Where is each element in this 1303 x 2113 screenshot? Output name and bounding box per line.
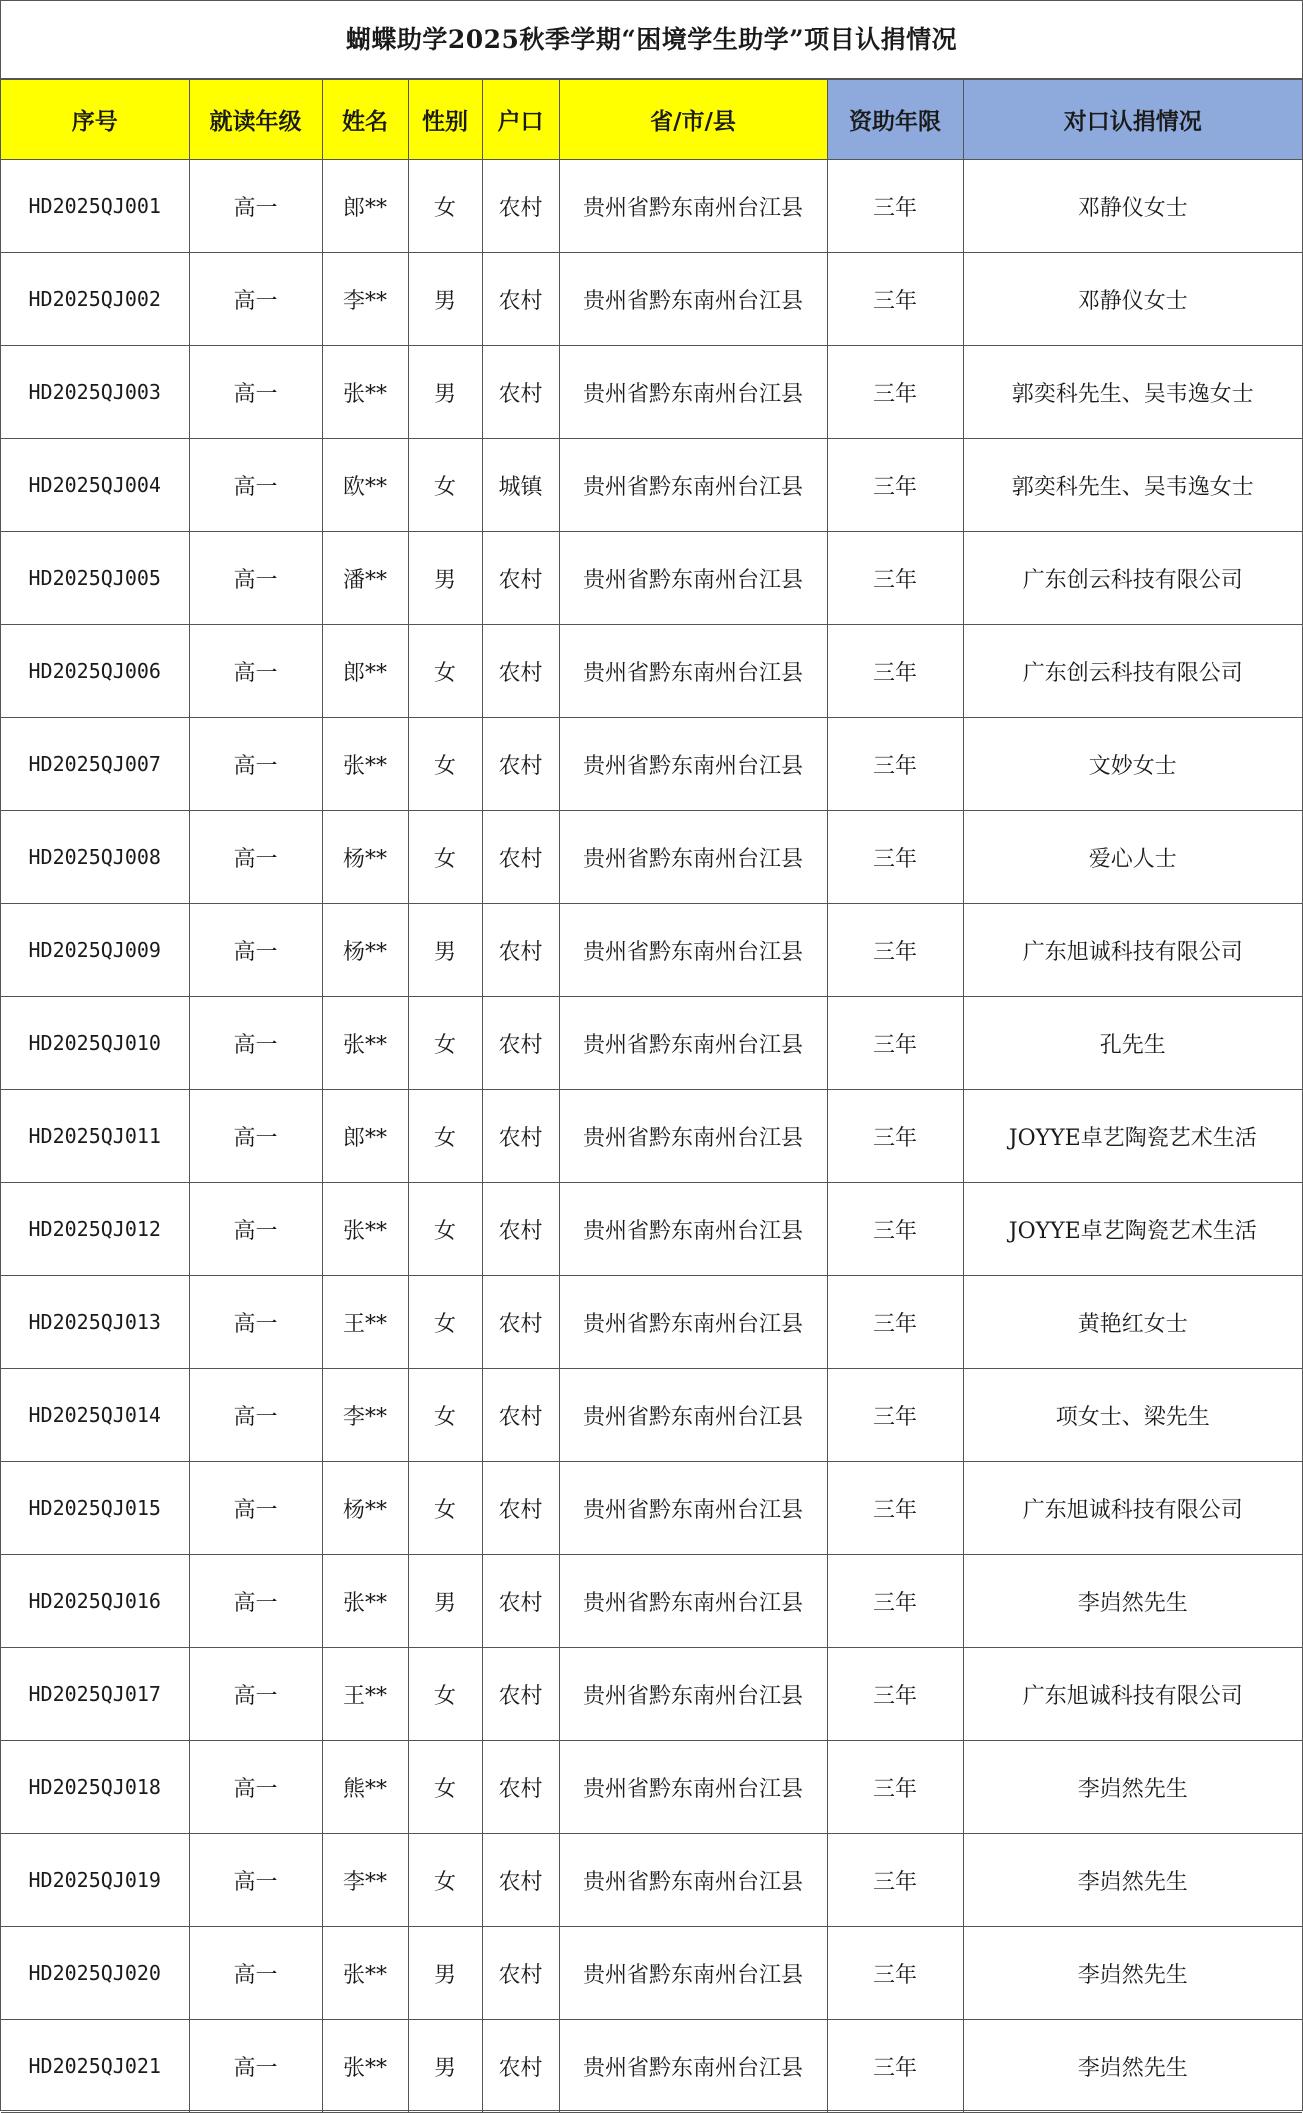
cell-id: HD2025QJ006 xyxy=(1,625,189,718)
cell-donor: JOYYE卓艺陶瓷艺术生活 xyxy=(963,1090,1302,1183)
cell-gender: 女 xyxy=(408,625,482,718)
column-header-donor: 对口认捐情况 xyxy=(963,80,1302,160)
cell-id: HD2025QJ007 xyxy=(1,718,189,811)
cell-years: 三年 xyxy=(827,2020,963,2113)
cell-hukou: 农村 xyxy=(482,811,559,904)
sponsorship-table xyxy=(1,79,1302,2113)
cell-hukou: 农村 xyxy=(482,1927,559,2020)
cell-region: 贵州省黔东南州台江县 xyxy=(559,1276,827,1369)
cell-id: HD2025QJ014 xyxy=(1,1369,189,1462)
cell-hukou: 农村 xyxy=(482,1276,559,1369)
table-row xyxy=(1,718,1302,811)
cell-years: 三年 xyxy=(827,1090,963,1183)
cell-region: 贵州省黔东南州台江县 xyxy=(559,253,827,346)
cell-years: 三年 xyxy=(827,346,963,439)
cell-name: 张** xyxy=(322,997,408,1090)
table-body xyxy=(1,160,1302,2113)
cell-hukou: 农村 xyxy=(482,160,559,253)
cell-region: 贵州省黔东南州台江县 xyxy=(559,1555,827,1648)
cell-donor: 爱心人士 xyxy=(963,811,1302,904)
cell-years: 三年 xyxy=(827,1369,963,1462)
cell-id: HD2025QJ004 xyxy=(1,439,189,532)
cell-region: 贵州省黔东南州台江县 xyxy=(559,625,827,718)
cell-hukou: 农村 xyxy=(482,904,559,997)
cell-gender: 男 xyxy=(408,532,482,625)
cell-hukou: 农村 xyxy=(482,1183,559,1276)
cell-id: HD2025QJ020 xyxy=(1,1927,189,2020)
cell-region: 贵州省黔东南州台江县 xyxy=(559,1741,827,1834)
cell-years: 三年 xyxy=(827,160,963,253)
cell-hukou: 农村 xyxy=(482,1648,559,1741)
cell-name: 杨** xyxy=(322,811,408,904)
table-row xyxy=(1,1555,1302,1648)
cell-grade: 高一 xyxy=(189,1555,322,1648)
table-row xyxy=(1,1834,1302,1927)
cell-donor: 李岿然先生 xyxy=(963,2020,1302,2113)
cell-region: 贵州省黔东南州台江县 xyxy=(559,1927,827,2020)
cell-region: 贵州省黔东南州台江县 xyxy=(559,1183,827,1276)
cell-hukou: 农村 xyxy=(482,1834,559,1927)
cell-donor: 郭奕科先生、吴韦逸女士 xyxy=(963,439,1302,532)
column-header-hukou: 户口 xyxy=(482,80,559,160)
cell-years: 三年 xyxy=(827,811,963,904)
cell-hukou: 农村 xyxy=(482,2020,559,2113)
cell-id: HD2025QJ002 xyxy=(1,253,189,346)
cell-name: 李** xyxy=(322,1369,408,1462)
cell-region: 贵州省黔东南州台江县 xyxy=(559,718,827,811)
cell-gender: 女 xyxy=(408,439,482,532)
cell-years: 三年 xyxy=(827,1183,963,1276)
cell-years: 三年 xyxy=(827,625,963,718)
column-header-region: 省/市/县 xyxy=(559,80,827,160)
cell-hukou: 农村 xyxy=(482,1090,559,1183)
table-row xyxy=(1,1183,1302,1276)
cell-region: 贵州省黔东南州台江县 xyxy=(559,532,827,625)
cell-donor: 广东旭诚科技有限公司 xyxy=(963,904,1302,997)
cell-donor: 李岿然先生 xyxy=(963,1741,1302,1834)
cell-years: 三年 xyxy=(827,253,963,346)
cell-donor: JOYYE卓艺陶瓷艺术生活 xyxy=(963,1183,1302,1276)
cell-donor: 广东创云科技有限公司 xyxy=(963,532,1302,625)
table-row xyxy=(1,625,1302,718)
cell-grade: 高一 xyxy=(189,532,322,625)
cell-years: 三年 xyxy=(827,1927,963,2020)
cell-id: HD2025QJ016 xyxy=(1,1555,189,1648)
table-row xyxy=(1,1369,1302,1462)
cell-hukou: 农村 xyxy=(482,532,559,625)
cell-donor: 广东旭诚科技有限公司 xyxy=(963,1648,1302,1741)
table-row xyxy=(1,1090,1302,1183)
cell-id: HD2025QJ003 xyxy=(1,346,189,439)
cell-years: 三年 xyxy=(827,439,963,532)
cell-gender: 男 xyxy=(408,346,482,439)
cell-name: 熊** xyxy=(322,1741,408,1834)
cell-donor: 黄艳红女士 xyxy=(963,1276,1302,1369)
cell-years: 三年 xyxy=(827,1741,963,1834)
cell-id: HD2025QJ017 xyxy=(1,1648,189,1741)
cell-donor: 文妙女士 xyxy=(963,718,1302,811)
table-row xyxy=(1,160,1302,253)
cell-id: HD2025QJ015 xyxy=(1,1462,189,1555)
cell-region: 贵州省黔东南州台江县 xyxy=(559,1090,827,1183)
cell-grade: 高一 xyxy=(189,811,322,904)
cell-region: 贵州省黔东南州台江县 xyxy=(559,1369,827,1462)
column-header-gender: 性别 xyxy=(408,80,482,160)
cell-id: HD2025QJ019 xyxy=(1,1834,189,1927)
table-row xyxy=(1,439,1302,532)
table-row xyxy=(1,904,1302,997)
cell-name: 郎** xyxy=(322,1090,408,1183)
cell-years: 三年 xyxy=(827,532,963,625)
cell-hukou: 农村 xyxy=(482,625,559,718)
table-row xyxy=(1,1648,1302,1741)
cell-id: HD2025QJ013 xyxy=(1,1276,189,1369)
cell-gender: 女 xyxy=(408,160,482,253)
cell-id: HD2025QJ005 xyxy=(1,532,189,625)
cell-name: 李** xyxy=(322,253,408,346)
cell-grade: 高一 xyxy=(189,904,322,997)
cell-name: 张** xyxy=(322,718,408,811)
cell-id: HD2025QJ001 xyxy=(1,160,189,253)
cell-hukou: 城镇 xyxy=(482,439,559,532)
cell-name: 郎** xyxy=(322,625,408,718)
cell-region: 贵州省黔东南州台江县 xyxy=(559,811,827,904)
cell-donor: 邓静仪女士 xyxy=(963,253,1302,346)
cell-grade: 高一 xyxy=(189,1183,322,1276)
cell-grade: 高一 xyxy=(189,1276,322,1369)
cell-gender: 女 xyxy=(408,1462,482,1555)
cell-region: 贵州省黔东南州台江县 xyxy=(559,997,827,1090)
cell-name: 杨** xyxy=(322,1462,408,1555)
cell-years: 三年 xyxy=(827,718,963,811)
cell-gender: 女 xyxy=(408,1276,482,1369)
column-header-grade: 就读年级 xyxy=(189,80,322,160)
cell-name: 王** xyxy=(322,1648,408,1741)
cell-years: 三年 xyxy=(827,997,963,1090)
cell-gender: 男 xyxy=(408,1927,482,2020)
cell-region: 贵州省黔东南州台江县 xyxy=(559,439,827,532)
cell-name: 欧** xyxy=(322,439,408,532)
sheet-title: 蝴蝶助学2025秋季学期“困境学生助学”项目认捐情况 xyxy=(1,1,1302,79)
cell-gender: 女 xyxy=(408,1741,482,1834)
cell-id: HD2025QJ011 xyxy=(1,1090,189,1183)
cell-name: 王** xyxy=(322,1276,408,1369)
cell-grade: 高一 xyxy=(189,253,322,346)
cell-gender: 女 xyxy=(408,1648,482,1741)
cell-donor: 李岿然先生 xyxy=(963,1927,1302,2020)
cell-region: 贵州省黔东南州台江县 xyxy=(559,2020,827,2113)
cell-donor: 项女士、梁先生 xyxy=(963,1369,1302,1462)
cell-gender: 男 xyxy=(408,2020,482,2113)
cell-name: 潘** xyxy=(322,532,408,625)
cell-grade: 高一 xyxy=(189,160,322,253)
cell-grade: 高一 xyxy=(189,997,322,1090)
cell-gender: 女 xyxy=(408,811,482,904)
cell-hukou: 农村 xyxy=(482,253,559,346)
cell-grade: 高一 xyxy=(189,1927,322,2020)
cell-hukou: 农村 xyxy=(482,346,559,439)
cell-name: 张** xyxy=(322,2020,408,2113)
cell-grade: 高一 xyxy=(189,346,322,439)
cell-gender: 男 xyxy=(408,1555,482,1648)
table-row xyxy=(1,253,1302,346)
table-row xyxy=(1,997,1302,1090)
cell-gender: 女 xyxy=(408,1369,482,1462)
table-row xyxy=(1,1927,1302,2020)
cell-grade: 高一 xyxy=(189,1834,322,1927)
cell-grade: 高一 xyxy=(189,1741,322,1834)
table-row xyxy=(1,1741,1302,1834)
cell-years: 三年 xyxy=(827,1555,963,1648)
cell-region: 贵州省黔东南州台江县 xyxy=(559,1834,827,1927)
table-row xyxy=(1,811,1302,904)
cell-grade: 高一 xyxy=(189,2020,322,2113)
cell-grade: 高一 xyxy=(189,439,322,532)
cell-name: 张** xyxy=(322,1183,408,1276)
cell-gender: 女 xyxy=(408,1834,482,1927)
table-row xyxy=(1,1276,1302,1369)
cell-gender: 男 xyxy=(408,253,482,346)
cell-name: 张** xyxy=(322,346,408,439)
cell-id: HD2025QJ021 xyxy=(1,2020,189,2113)
cell-id: HD2025QJ010 xyxy=(1,997,189,1090)
column-header-name: 姓名 xyxy=(322,80,408,160)
column-header-years: 资助年限 xyxy=(827,80,963,160)
cell-name: 郎** xyxy=(322,160,408,253)
cell-grade: 高一 xyxy=(189,625,322,718)
column-header-id: 序号 xyxy=(1,80,189,160)
cell-name: 杨** xyxy=(322,904,408,997)
cell-years: 三年 xyxy=(827,1462,963,1555)
cell-gender: 女 xyxy=(408,997,482,1090)
cell-grade: 高一 xyxy=(189,1648,322,1741)
cell-years: 三年 xyxy=(827,904,963,997)
table-header-row xyxy=(1,80,1302,160)
cell-region: 贵州省黔东南州台江县 xyxy=(559,346,827,439)
cell-region: 贵州省黔东南州台江县 xyxy=(559,904,827,997)
cell-donor: 广东创云科技有限公司 xyxy=(963,625,1302,718)
cell-gender: 女 xyxy=(408,1090,482,1183)
cell-region: 贵州省黔东南州台江县 xyxy=(559,1462,827,1555)
table-row xyxy=(1,532,1302,625)
cell-gender: 男 xyxy=(408,904,482,997)
cell-donor: 李岿然先生 xyxy=(963,1834,1302,1927)
cell-region: 贵州省黔东南州台江县 xyxy=(559,1648,827,1741)
cell-donor: 孔先生 xyxy=(963,997,1302,1090)
cell-id: HD2025QJ012 xyxy=(1,1183,189,1276)
cell-id: HD2025QJ008 xyxy=(1,811,189,904)
cell-name: 张** xyxy=(322,1927,408,2020)
table-row xyxy=(1,1462,1302,1555)
cell-years: 三年 xyxy=(827,1648,963,1741)
table-row xyxy=(1,2020,1302,2113)
cell-hukou: 农村 xyxy=(482,1462,559,1555)
cell-hukou: 农村 xyxy=(482,997,559,1090)
cell-grade: 高一 xyxy=(189,718,322,811)
cell-hukou: 农村 xyxy=(482,718,559,811)
cell-years: 三年 xyxy=(827,1276,963,1369)
cell-region: 贵州省黔东南州台江县 xyxy=(559,160,827,253)
cell-id: HD2025QJ018 xyxy=(1,1741,189,1834)
cell-hukou: 农村 xyxy=(482,1741,559,1834)
cell-name: 张** xyxy=(322,1555,408,1648)
cell-grade: 高一 xyxy=(189,1462,322,1555)
cell-gender: 女 xyxy=(408,718,482,811)
table-row xyxy=(1,346,1302,439)
cell-name: 李** xyxy=(322,1834,408,1927)
cell-donor: 邓静仪女士 xyxy=(963,160,1302,253)
cell-donor: 广东旭诚科技有限公司 xyxy=(963,1462,1302,1555)
cell-grade: 高一 xyxy=(189,1090,322,1183)
cell-donor: 郭奕科先生、吴韦逸女士 xyxy=(963,346,1302,439)
cell-id: HD2025QJ009 xyxy=(1,904,189,997)
cell-donor: 李岿然先生 xyxy=(963,1555,1302,1648)
cell-hukou: 农村 xyxy=(482,1555,559,1648)
cell-hukou: 农村 xyxy=(482,1369,559,1462)
cell-years: 三年 xyxy=(827,1834,963,1927)
cell-grade: 高一 xyxy=(189,1369,322,1462)
cell-gender: 女 xyxy=(408,1183,482,1276)
